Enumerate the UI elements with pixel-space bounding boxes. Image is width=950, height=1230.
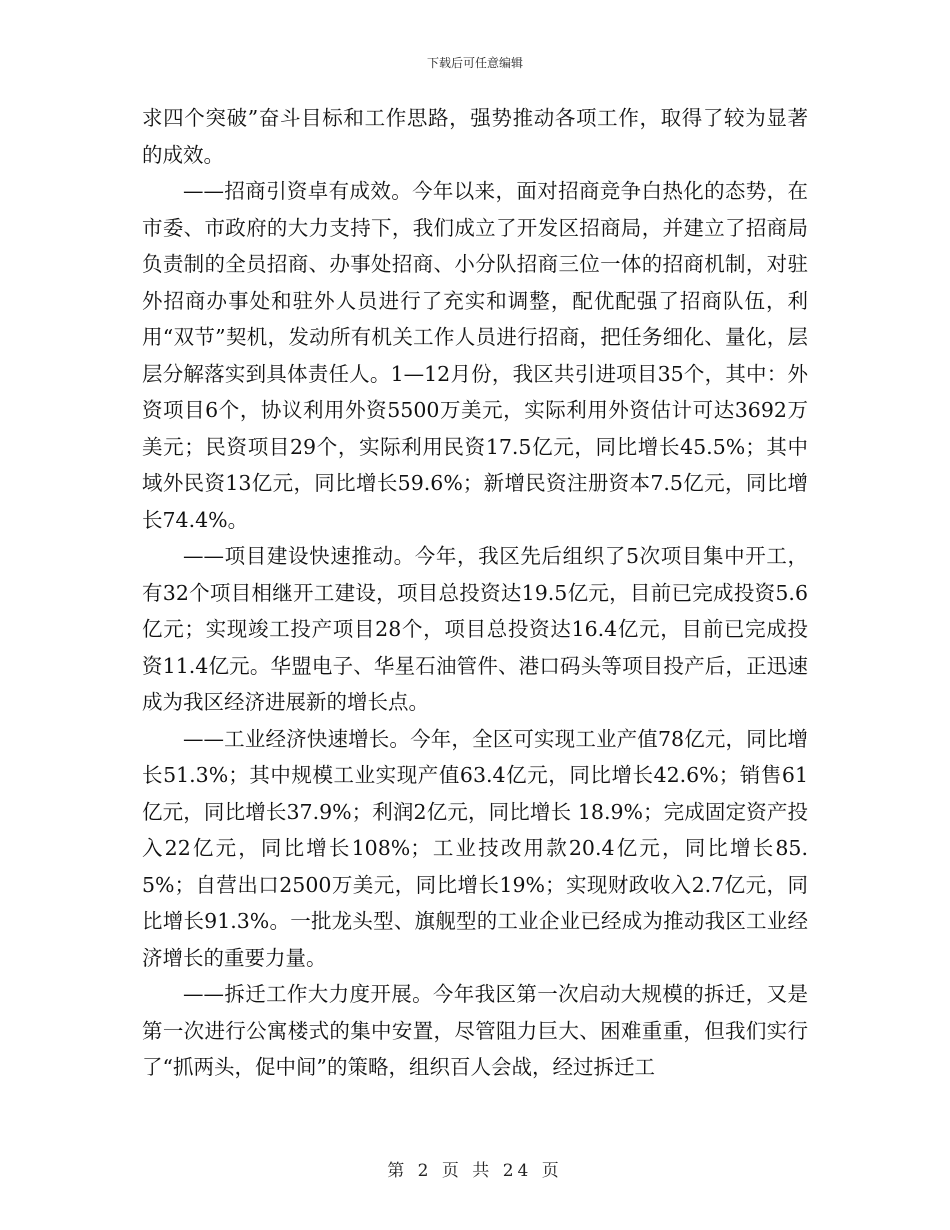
paragraph-demolition-work: ——拆迁工作大力度开展。今年我区第一次启动大规模的拆迁，又是第一次进行公寓楼式的集中安置，尽管阻力巨大、困难重重，但我们实行了“抓两头，促中间”的策略，组织百人会战，经过拆迁工 xyxy=(142,982,808,1079)
paragraph-industrial-economy: ——工业经济快速增长。今年，全区可实现工业产值78亿元，同比增长51.3%；其中规模工业实现产值63.4亿元，同比增长42.6%；销售61亿元，同比增长37.9%；利润2亿元，同比增长 18.9%；完成固定资产投入22亿元，同比增长108%；工业技改用款20.4亿元，同比增长85.5%；自营出口2500万美元，同比增长19%；实现财政收入2.7亿元，同比增长91.3%。一批龙头型、旗舰型的工业企业已经成为推动我区工业经济增长的重要力量。 xyxy=(142,726,808,970)
document-body xyxy=(142,100,808,1086)
page-number-footer: 第 2 页 共 24 页 xyxy=(387,1161,563,1181)
paragraph-continuation: 求四个突破”奋斗目标和工作思路，强势推动各项工作，取得了较为显著的成效。 xyxy=(142,106,808,167)
page-header: 下载后可任意编辑 xyxy=(426,56,523,70)
paragraph-project-construction: ——项目建设快速推动。今年，我区先后组织了5次项目集中开工，有32个项目相继开工建设，项目总投资达19.5亿元，目前已完成投资5.6亿元；实现竣工投产项目28个，项目总投资达16.4亿元，目前已完成投资11.4亿元。华盟电子、华星石油管件、港口码头等项目投产后，正迅速成为我区经济进展新的增长点。 xyxy=(142,544,808,714)
paragraph-investment-attraction: ——招商引资卓有成效。今年以来，面对招商竞争白热化的态势，在市委、市政府的大力支持下，我们成立了开发区招商局，并建立了招商局负责制的全员招商、办事处招商、小分队招商三位一体的招商机制，对驻外招商办事处和驻外人员进行了充实和调整，配优配强了招商队伍，利用“双节”契机，发动所有机关工作人员进行招商，把任务细化、量化，层层分解落实到具体责任人。1—12月份，我区共引进项目35个，其中：外资项目6个，协议利用外资5500万美元，实际利用外资估计可达3692万美元；民资项目29个，实际利用民资17.5亿元，同比增长45.5%；其中域外民资13亿元，同比增长59.6%；新增民资注册资本7.5亿元，同比增长74.4%。 xyxy=(142,179,808,532)
